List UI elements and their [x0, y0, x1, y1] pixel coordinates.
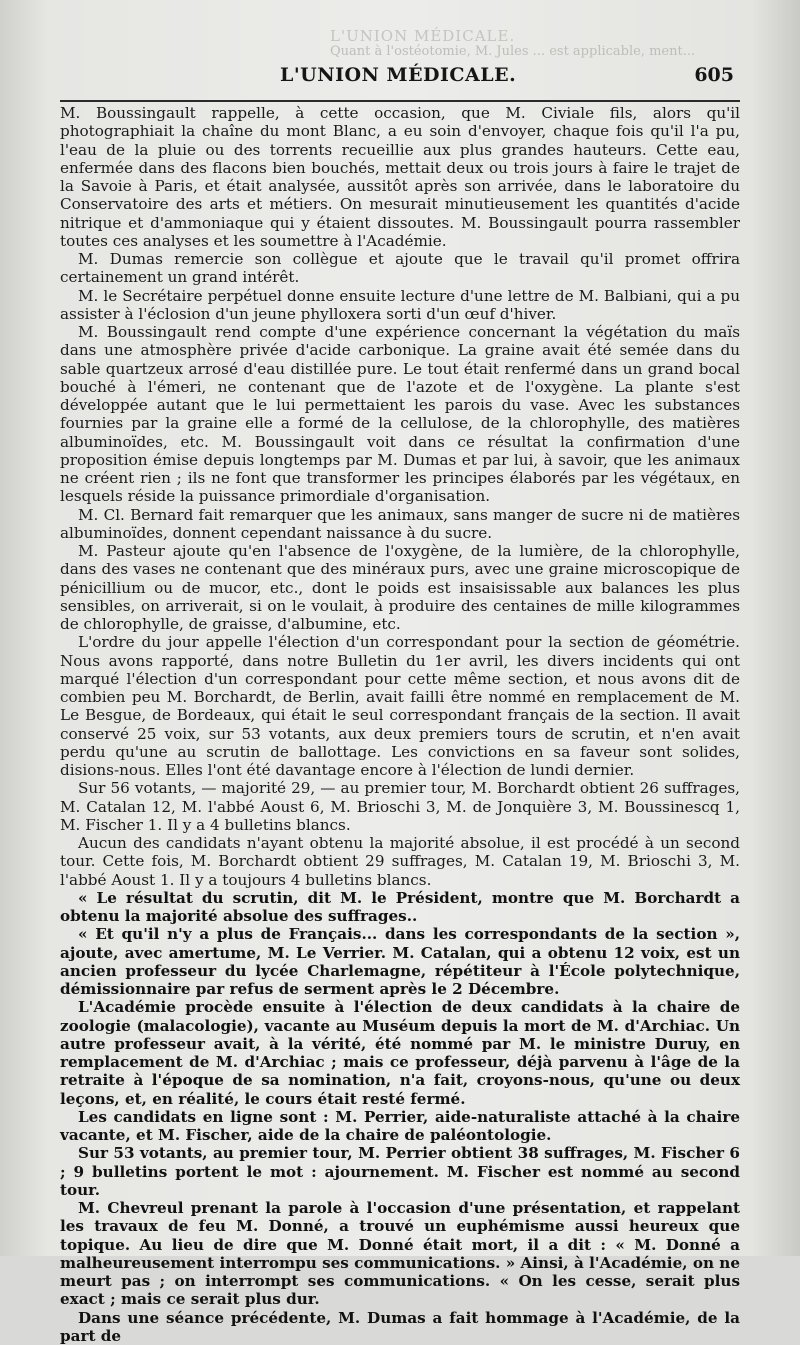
paragraph: L'ordre du jour appelle l'élection d'un correspondant pour la section de géométrie. Nous avons rapporté, dans notre Bulletin du 1er avril, les divers incidents qui ont marqué l'élection d'un correspondant pour cette même section, et nous avons dit de combien peu M. Borchardt, de Berlin, avait failli être nommé en remplacement de M. Le Besgue, de Bordeaux, qui était le seul correspondant français de la section. Il avait conservé 25 voix, sur 53 votants, aux deux premiers tours de scrutin, et n'en avait perdu qu'une au scrutin de ballottage. Les convictions en sa faveur sont solides, disions-nous. Elles l'ont été davantage encore à l'élection de lundi dernier. [60, 633, 740, 779]
paragraph: M. Chevreul prenant la parole à l'occasion d'une présentation, et rappelant les travaux de feu M. Donné, a trouvé un euphémisme aussi heureux que topique. Au lieu de dire que M. Donné était mort, il a dit : « M. Donné a malheureusement interrompu ses communications. » Ainsi, à l'Académie, on ne meurt pas ; on interrompt ses communications. « On les cesse, serait plus exact ; mais ce serait plus dur. [60, 1199, 740, 1309]
paragraph: M. Boussingault rend compte d'une expérience concernant la végétation du maïs dans une atmosphère privée d'acide carbonique. La graine avait été semée dans du sable quartzeux arrosé d'eau distillée pure. Le tout était renfermé dans un grand bocal bouché à l'émeri, ne contenant que de l'azote et de l'oxygène. La plante s'est développée autant que le lui permettaient les parois du vase. Avec les substances fournies par la graine elle a formé de la cellulose, de la chlorophylle, des matières albuminoïdes, etc. M. Boussingault voit dans ce résultat la confirmation d'une proposition émise depuis longtemps par M. Dumas et par lui, à savoir, que les animaux ne créent rien ; ils ne font que transformer les principes élaborés par les végétaux, en lesquels réside la puissance primordiale d'organisation. [60, 323, 740, 506]
paragraph: Les candidats en ligne sont : M. Perrier, aide-naturaliste attaché à la chaire vacante, et M. Fischer, aide de la chaire de paléontologie. [60, 1108, 740, 1145]
paragraph: M. Boussingault rappelle, à cette occasion, que M. Civiale fils, alors qu'il photographiait la chaîne du mont Blanc, a eu soin d'envoyer, chaque fois qu'il l'a pu, l'eau de la pluie ou des torrents recueillie aux plus grandes hauteurs. Cette eau, enfermée dans des flacons bien bouchés, mettait deux ou trois jours à faire le trajet de la Savoie à Paris, et était analysée, aussitôt après son arrivée, dans le laboratoire du Conservatoire des arts et métiers. On mesurait minutieusement les quantités d'acide nitrique et d'ammoniaque qui y étaient dissoutes. M. Boussingault pourra rassembler toutes ces analyses et les soumettre à l'Académie. [60, 104, 740, 250]
paragraph: Dans une séance précédente, M. Dumas a fait hommage à l'Académie, de la part de [60, 1309, 740, 1345]
bleed-through-text [330, 28, 760, 60]
paragraph: M. le Secrétaire perpétuel donne ensuite lecture d'une lettre de M. Balbiani, qui a pu assister à l'éclosion d'un jeune phylloxera sorti d'un œuf d'hiver. [60, 287, 740, 324]
article-body [60, 104, 740, 1345]
page-header [60, 62, 740, 92]
paragraph: Sur 56 votants, — majorité 29, — au premier tour, M. Borchardt obtient 26 suffrages, M. Catalan 12, M. l'abbé Aoust 6, M. Brioschi 3, M. de Jonquière 3, M. Boussinescq 1, M. Fischer 1. Il y a 4 bulletins blancs. [60, 779, 740, 834]
bleed-through-header: L'UNION MÉDICALE. [330, 28, 760, 44]
paragraph: M. Cl. Bernard fait remarquer que les animaux, sans manger de sucre ni de matières albuminoïdes, donnent cependant naissance à du sucre. [60, 506, 740, 543]
paragraph: M. Pasteur ajoute qu'en l'absence de l'oxygène, de la lumière, de la chlorophylle, dans des vases ne contenant que des minéraux purs, avec une graine microscopique de pénicillium ou de mucor, etc., dont le poids est insaisissable aux balances les plus sensibles, on arriverait, si on le voulait, à produire des centaines de mille kilogrammes de chlorophylle, de graisse, d'albumine, etc. [60, 542, 740, 633]
paragraph: Aucun des candidats n'ayant obtenu la majorité absolue, il est procédé à un second tour. Cette fois, M. Borchardt obtient 29 suffrages, M. Catalan 19, M. Brioschi 3, M. l'abbé Aoust 1. Il y a toujours 4 bulletins blancs. [60, 834, 740, 889]
paragraph: « Le résultat du scrutin, dit M. le Président, montre que M. Borchardt a obtenu la majorité absolue des suffrages.. [60, 889, 740, 926]
page-number: 605 [694, 64, 734, 86]
paragraph: « Et qu'il n'y a plus de Français... dans les correspondants de la section », ajoute, avec amertume, M. Le Verrier. M. Catalan, qui a obtenu 12 voix, est un ancien professeur du lycée Charlemagne, répétiteur à l'École polytechnique, démissionnaire par refus de serment après le 2 Décembre. [60, 925, 740, 998]
paragraph: M. Dumas remercie son collègue et ajoute que le travail qu'il promet offrira certainement un grand intérêt. [60, 250, 740, 287]
paragraph: L'Académie procède ensuite à l'élection de deux candidats à la chaire de zoologie (malacologie), vacante au Muséum depuis la mort de M. d'Archiac. Un autre professeur avait, à la vérité, été nommé par M. le ministre Duruy, en remplacement de M. d'Archiac ; mais ce professeur, déjà parvenu à l'âge de la retraite à l'époque de sa nomination, n'a fait, croyons-nous, qu'une ou deux leçons, et, en réalité, le cours était resté fermé. [60, 998, 740, 1108]
paragraph: Sur 53 votants, au premier tour, M. Perrier obtient 38 suffrages, M. Fischer 6 ; 9 bulletins portent le mot : ajournement. M. Fischer est nommé au second tour. [60, 1144, 740, 1199]
bleed-through-line: Quant à l'ostéotomie, M. Jules ... est applicable, ment... [330, 44, 760, 60]
running-title: L'UNION MÉDICALE. [280, 64, 516, 86]
header-rule [60, 100, 740, 102]
